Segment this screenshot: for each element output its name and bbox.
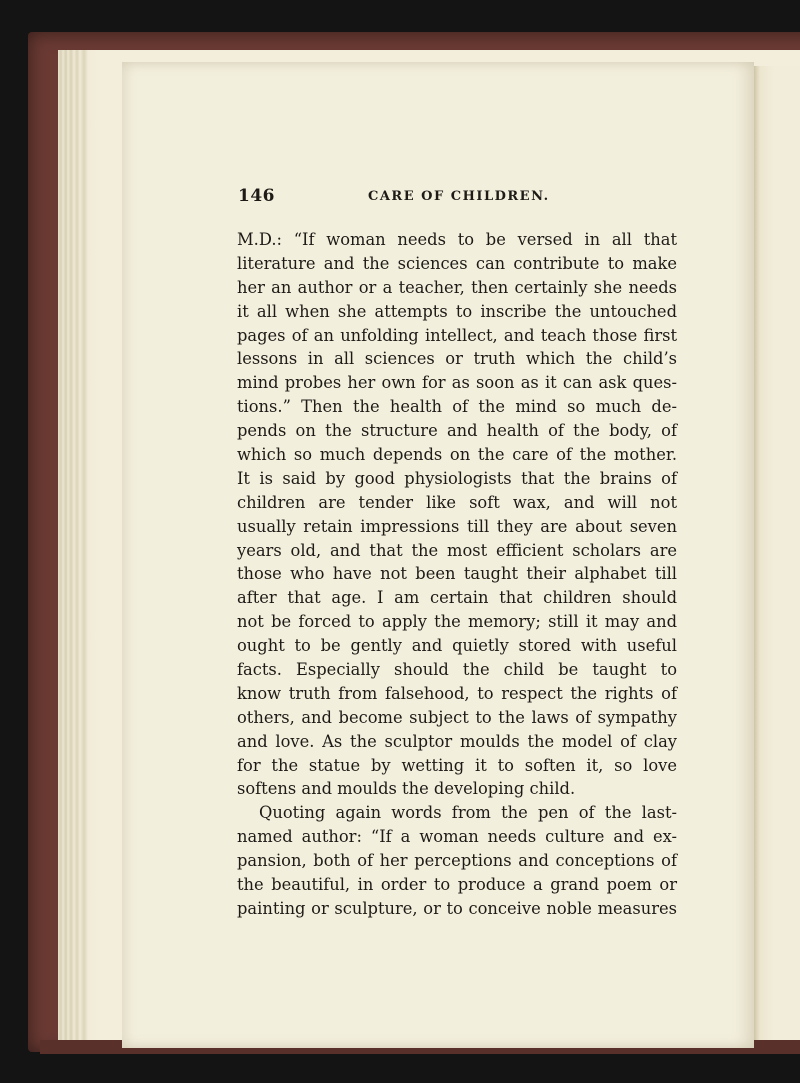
body-text — [237, 228, 677, 921]
text-line: years old, and that the most efficient scholars are — [237, 540, 677, 560]
page-number: 146 — [238, 186, 275, 206]
text-line: facts. Especially should the child be taught to — [237, 660, 677, 680]
text-line: literature and the sciences can contribute to make — [237, 253, 677, 273]
text-line: named author: “If a woman needs culture and ex- — [237, 827, 677, 847]
text-line: It is said by good physiologists that the brains of — [237, 468, 677, 488]
text-line: usually retain impressions till they are about seven — [237, 516, 677, 536]
text-line: softens and moulds the developing child. — [237, 779, 576, 799]
text-line: others, and become subject to the laws of sympathy — [237, 707, 677, 727]
text-line: mind probes her own for as soon as it can ask ques- — [237, 373, 677, 393]
text-line: ought to be gently and quietly stored with useful — [237, 636, 677, 656]
text-line: after that age. I am certain that children should — [237, 588, 677, 608]
text-line: for the statue by wetting it to soften it, so love — [237, 755, 677, 775]
text-line: know truth from falsehood, to respect the rights of — [237, 683, 677, 703]
text-line: her an author or a teacher, then certainly she needs — [237, 277, 677, 297]
text-line: those who have not been taught their alphabet till — [237, 564, 677, 584]
text-line: lessons in all sciences or truth which the child’s — [237, 349, 677, 369]
text-line: painting or sculpture, or to conceive noble measures — [237, 898, 677, 918]
page-header — [238, 186, 678, 210]
text-line: pages of an unfolding intellect, and teach those first — [237, 325, 677, 345]
text-line: pends on the structure and health of the body, of — [237, 421, 677, 441]
text-line: which so much depends on the care of the mother. — [237, 445, 677, 465]
text-line: M.D.: “If woman needs to be versed in all that — [237, 230, 677, 249]
text-line: tions.” Then the health of the mind so much de- — [237, 397, 677, 417]
text-line: Quoting again words from the pen of the last- — [259, 803, 677, 823]
text-line: children are tender like soft wax, and will not — [237, 492, 677, 512]
running-head: CARE OF CHILDREN. — [368, 189, 550, 204]
text-line: the beautiful, in order to produce a grand poem or — [237, 875, 677, 895]
text-line: pansion, both of her perceptions and conceptions of — [237, 851, 677, 871]
facing-page-edge — [754, 66, 800, 1040]
text-line: it all when she attempts to inscribe the untouched — [237, 301, 677, 321]
text-line: and love. As the sculptor moulds the model of clay — [237, 731, 677, 751]
text-line: not be forced to apply the memory; still it may and — [237, 612, 677, 632]
